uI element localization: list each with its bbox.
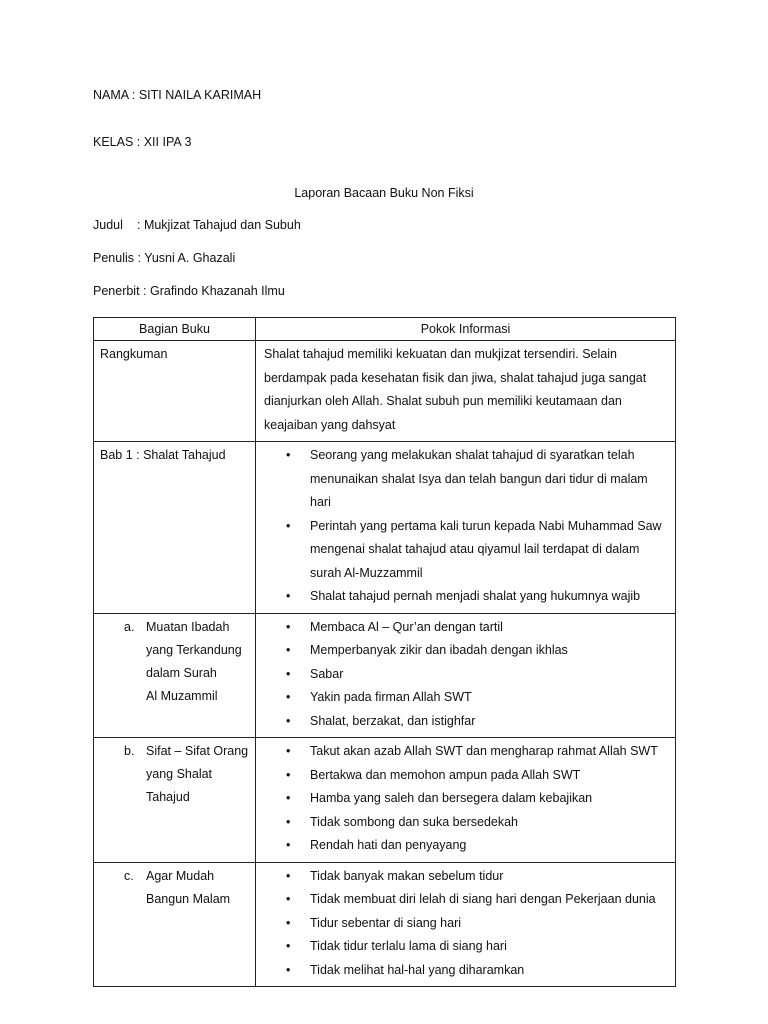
section-label-line: yang Shalat	[146, 767, 213, 781]
section-label-line: Agar Mudah	[146, 868, 215, 883]
list-item: • Tidak tidur terlalu lama di siang hari	[262, 935, 669, 959]
header-pokok-informasi: Pokok Informasi	[256, 318, 676, 341]
list-item: • Memperbanyak zikir dan ibadah dengan ikhlas	[262, 639, 669, 663]
summary-row	[94, 341, 676, 442]
section-label-line: yang Terkandung	[146, 642, 242, 657]
judul-value: : Mukjizat Tahajud dan Subuh	[137, 218, 301, 232]
bab1-points	[262, 444, 669, 609]
penerbit-field: Penerbit : Grafindo Khazanah Ilmu	[93, 284, 285, 298]
bab1-row	[94, 442, 676, 614]
summary-label: Rangkuman	[94, 341, 256, 442]
student-name: NAMA : SITI NAILA KARIMAH	[93, 88, 262, 102]
section-label-line: Tahajud	[146, 790, 190, 804]
section-a-label	[94, 613, 256, 738]
page-title: Laporan Bacaan Buku Non Fiksi	[294, 186, 474, 200]
section-b-points-cell	[256, 738, 676, 863]
list-item: • Tidak banyak makan sebelum tidur	[262, 865, 669, 889]
list-item: • Tidak melihat hal-hal yang diharamkan	[262, 959, 669, 983]
section-letter: b.	[124, 744, 135, 758]
section-a-row	[94, 613, 676, 738]
section-c-label	[94, 862, 256, 987]
section-c-points-cell	[256, 862, 676, 987]
list-item: • Shalat tahajud pernah menjadi shalat yang hukumnya wajib	[262, 585, 669, 609]
summary-text-cell	[256, 341, 676, 442]
section-letter: c.	[124, 868, 134, 883]
list-item: • Hamba yang saleh dan bersegera dalam kebajikan	[262, 787, 669, 811]
section-label-line: Muatan Ibadah	[146, 619, 230, 634]
section-letter: a.	[124, 619, 135, 634]
list-item: • Seorang yang melakukan shalat tahajud di syaratkan telah menunaikan shalat Isya dan telah bangun dari tidur di malam hari	[262, 444, 669, 515]
report-table	[93, 317, 676, 987]
list-item: • Bertakwa dan memohon ampun pada Allah SWT	[262, 764, 669, 788]
judul-field	[93, 218, 301, 232]
header-bagian-buku: Bagian Buku	[94, 318, 256, 341]
section-label-line: Bangun Malam	[146, 891, 231, 906]
list-item: • Membaca Al – Qur’an dengan tartil	[262, 616, 669, 640]
section-label-line: Sifat – Sifat Orang	[146, 744, 249, 758]
list-item: • Yakin pada firman Allah SWT	[262, 686, 669, 710]
section-label-line: dalam Surah	[146, 665, 217, 680]
bab1-points-cell	[256, 442, 676, 614]
section-label-line: Al Muzammil	[146, 688, 218, 703]
section-c-row	[94, 862, 676, 987]
list-item: • Tidak membuat diri lelah di siang hari dengan Pekerjaan dunia	[262, 888, 669, 912]
list-item: • Rendah hati dan penyayang	[262, 834, 669, 858]
judul-label: Judul	[93, 218, 123, 232]
list-item: • Tidak sombong dan suka bersedekah	[262, 811, 669, 835]
student-class: KELAS : XII IPA 3	[93, 135, 192, 149]
list-item: • Perintah yang pertama kali turun kepada Nabi Muhammad Saw mengenai shalat tahajud atau qiyamul lail terdapat di dalam surah Al-Muzzammil	[262, 515, 669, 586]
list-item: • Shalat, berzakat, dan istighfar	[262, 710, 669, 734]
section-b-label	[94, 738, 256, 863]
list-item: • Tidur sebentar di siang hari	[262, 912, 669, 936]
bab1-label: Bab 1 : Shalat Tahajud	[94, 442, 256, 614]
list-item: • Sabar	[262, 663, 669, 687]
section-a-points-cell	[256, 613, 676, 738]
list-item: • Takut akan azab Allah SWT dan mengharap rahmat Allah SWT	[262, 740, 669, 764]
table-header-row	[94, 318, 676, 341]
penulis-field: Penulis : Yusni A. Ghazali	[93, 251, 236, 265]
section-b-row	[94, 738, 676, 863]
summary-text: Shalat tahajud memiliki kekuatan dan mukjizat tersendiri. Selain berdampak pada kesehatan fisik dan jiwa, shalat tahajud juga sangat dianjurkan oleh Allah. Shalat subuh pun memiliki keutamaan dan keajaiban yang dahsyat	[264, 347, 647, 432]
